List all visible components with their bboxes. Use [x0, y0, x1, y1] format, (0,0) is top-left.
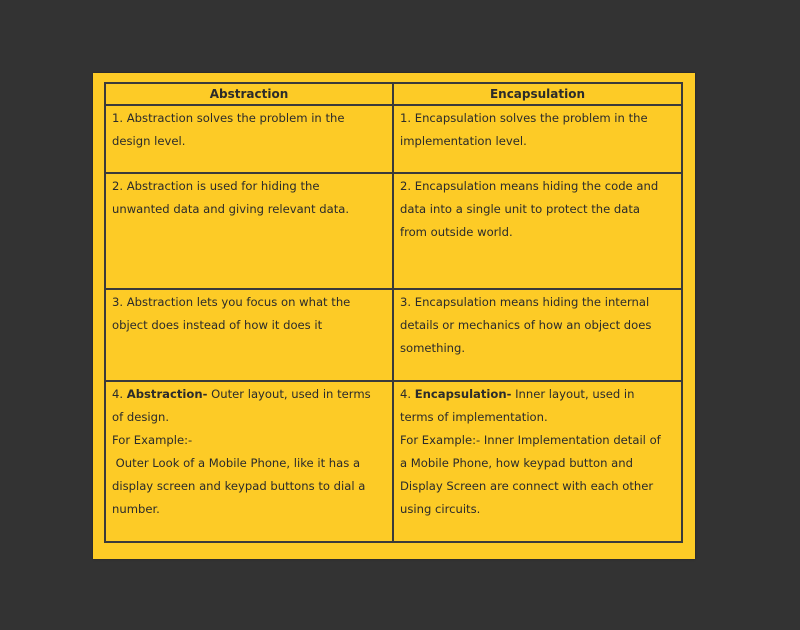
cell-text-line: from outside world.: [400, 225, 513, 240]
cell-text-line: Outer Look of a Mobile Phone, like it has a: [112, 455, 361, 470]
item-prefix: 4.: [400, 386, 415, 401]
cell-text-line: 3. Abstraction lets you focus on what the: [112, 295, 351, 310]
cell-text-line: data into a single unit to protect the data: [400, 202, 641, 217]
cell-text-line: details or mechanics of how an object does: [400, 318, 652, 333]
table-row: [105, 173, 682, 289]
table-row: [105, 105, 682, 173]
cell-text-line: For Example:- Inner Implementation detail of: [400, 432, 661, 447]
cell-text-line: Display Screen are connect with each other: [400, 478, 654, 493]
item-bold-term: Abstraction-: [126, 386, 208, 401]
cell-text-line: 3. Encapsulation means hiding the internal: [400, 295, 650, 310]
cell-text-line: number.: [112, 501, 160, 516]
cell-text-line: something.: [400, 341, 466, 356]
encapsulation-cell: [393, 173, 682, 289]
item-prefix: 4.: [112, 386, 127, 401]
cell-text-line: implementation level.: [400, 134, 527, 148]
cell-text-line: 1. Abstraction solves the problem in the: [112, 111, 345, 125]
encapsulation-cell: [393, 105, 682, 173]
cell-text-line: a Mobile Phone, how keypad button and: [400, 455, 633, 470]
abstraction-cell: [105, 105, 393, 173]
cell-text-line: unwanted data and giving relevant data.: [112, 202, 350, 217]
cell-text-line: object does instead of how it does it: [112, 318, 323, 333]
item-rest: Inner layout, used in: [511, 386, 635, 401]
comparison-table: [104, 82, 683, 543]
cell-text-line: 1. Encapsulation solves the problem in the: [400, 111, 648, 125]
encapsulation-cell: [393, 289, 682, 381]
abstraction-cell: [105, 289, 393, 381]
cell-text-line: using circuits.: [400, 501, 481, 516]
cell-text-line: of design.: [112, 409, 170, 424]
cell-text-line: design level.: [112, 134, 186, 148]
table-row: [105, 381, 682, 542]
item-bold-term: Encapsulation-: [414, 386, 512, 401]
item-rest: Outer layout, used in terms: [207, 386, 371, 401]
cell-text-line: terms of implementation.: [400, 409, 548, 424]
abstraction-cell: [105, 173, 393, 289]
abstraction-cell: [105, 381, 393, 542]
header-abstraction: Abstraction: [105, 83, 393, 105]
cell-text-line: 2. Abstraction is used for hiding the: [112, 179, 320, 194]
header-encapsulation: Encapsulation: [393, 83, 682, 105]
table-row: [105, 289, 682, 381]
header-row: [105, 83, 682, 105]
cell-text-line: 2. Encapsulation means hiding the code and: [400, 179, 659, 194]
encapsulation-cell: [393, 381, 682, 542]
cell-text-line: For Example:-: [112, 432, 193, 447]
cell-text-line: [400, 383, 675, 406]
cell-text-line: display screen and keypad buttons to dial a: [112, 478, 366, 493]
cell-text-line: [112, 383, 386, 406]
